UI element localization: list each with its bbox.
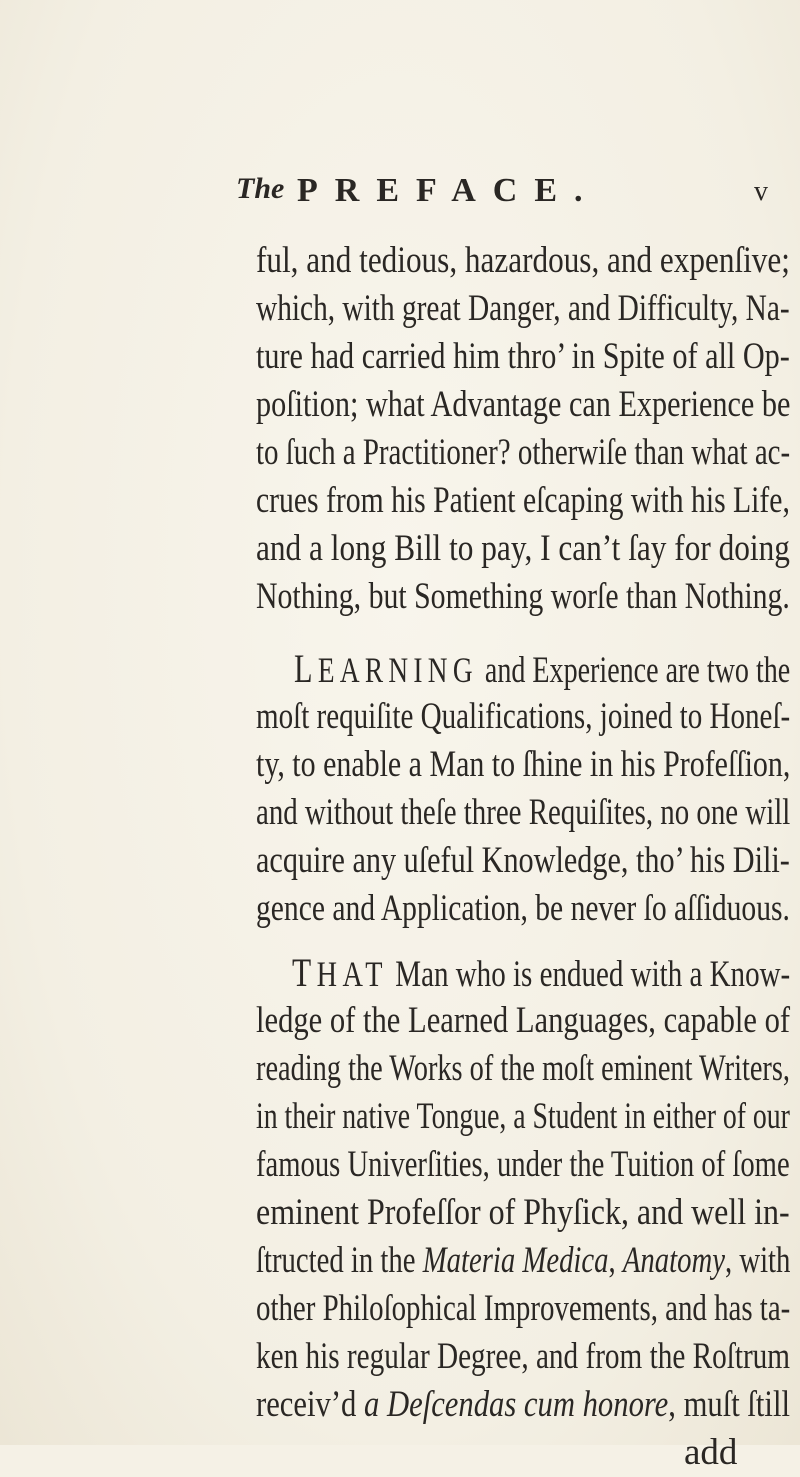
text-line: and without theſe three Requiſites, no one will — [256, 792, 791, 833]
text-line: other Philoſophical Improvements, and has ta- — [256, 1288, 791, 1329]
text-line: ture had carried him thro’ in Spite of all Op- — [256, 336, 790, 377]
text-line: moſt requiſite Qualifications, joined to Honeſ- — [256, 696, 791, 737]
text-line: ledge of the Learned Languages, capable of — [256, 1000, 791, 1041]
text-line: receiv’d a Deſcendas cum honore, muſt ſtill — [256, 1384, 790, 1425]
text-line: acquire any uſeful Knowledge, tho’ his Dili- — [256, 840, 790, 881]
text-line: ty, to enable a Man to ſhine in his Profeſſion, — [256, 744, 791, 785]
header-title: PREFACE. — [297, 172, 600, 209]
page-number: v — [754, 176, 768, 207]
text-line: poſition; what Advantage can Experience be — [256, 384, 791, 425]
italic-term: Materia Medica — [422, 1240, 609, 1281]
text-line: which, with great Danger, and Difficulty, Na- — [256, 288, 790, 329]
text-line: Nothing, but Something worſe than Nothing. — [256, 576, 790, 617]
paragraph-opening-line: THAT Man who is endued with a Know- — [292, 950, 791, 995]
text-line: eminent Profeſſor of Phyſick, and well in- — [256, 1192, 790, 1233]
text-line: ful, and tedious, hazardous, and expenſive; — [256, 240, 790, 281]
text-line: famous Univerſities, under the Tuition of ſome — [256, 1144, 790, 1185]
text-line: to ſuch a Practitioner? otherwiſe than what ac- — [256, 432, 791, 473]
text-line: ſtructed in the Materia Medica, Anatomy, with — [256, 1240, 791, 1281]
text-line: in their native Tongue, a Student in either of our — [256, 1096, 790, 1137]
catchword: add — [684, 1432, 738, 1473]
small-caps-word: THAT — [292, 950, 389, 995]
text-line: gence and Application, be never ſo aſſiduous. — [256, 888, 790, 929]
text-line: crues from his Patient eſcaping with his Life, — [256, 480, 790, 521]
paragraph-opening-line: LEARNING and Experience are two the — [294, 646, 791, 691]
text-line: and a long Bill to pay, I can’t ſay for doing — [256, 528, 790, 569]
small-caps-word: LEARNING — [294, 646, 478, 691]
italic-phrase: a Deſcendas cum honore — [364, 1384, 669, 1425]
header-the: The — [236, 172, 285, 205]
running-header — [0, 172, 800, 222]
text-line: reading the Works of the moſt eminent Writers, — [256, 1048, 790, 1089]
italic-term: Anatomy — [622, 1240, 725, 1281]
text-line: ken his regular Degree, and from the Roſtrum — [256, 1336, 791, 1377]
